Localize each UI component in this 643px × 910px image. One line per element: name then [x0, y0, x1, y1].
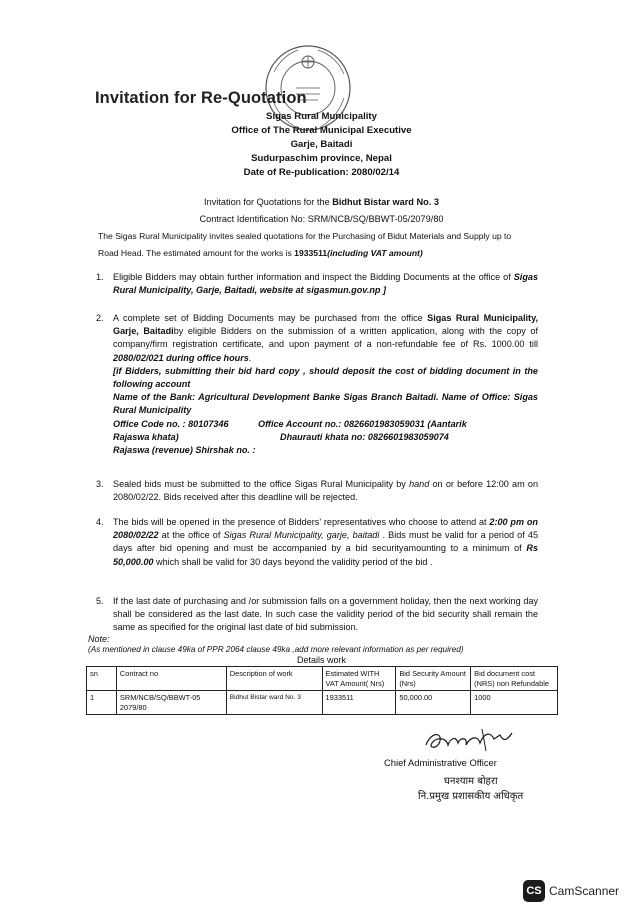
- camscanner-logo-icon: CS: [523, 880, 545, 902]
- table-row: [87, 691, 558, 715]
- item-number: 3.: [96, 479, 104, 489]
- chief-administrative-officer: Chief Administrative Officer: [384, 757, 497, 768]
- office-location: Garje, Baitadi: [290, 139, 353, 150]
- item-2-office-code-row: [113, 418, 538, 431]
- intro-line-1: The Sigas Rural Municipality invites sealed quotations for the Purchasing of Bidut Materials and Supply up to: [98, 231, 512, 241]
- item-2-rajaswa-row: [113, 431, 538, 444]
- list-item-4: [96, 516, 538, 569]
- item-4-opening-time: 2:00 pm on 2080/02/22: [113, 517, 538, 541]
- item-4-text-c: . Bids must be valid for a period of 45 days after bid opening and must be accompanied by a bid securityamounting to a minimum of: [113, 530, 538, 554]
- column-header: Description of work: [226, 667, 322, 691]
- item-text: [113, 271, 538, 297]
- item-4-text-b: at the office of: [158, 530, 224, 541]
- note-text: (As mentioned in clause 49ka of PPR 2064 clause 49ka ,add more relevant information as per required): [88, 645, 464, 654]
- office-name: Office of The Rural Municipal Executive: [231, 125, 412, 136]
- page-title: Invitation for Re-Quotation: [95, 89, 307, 107]
- table-cell: 1933511: [322, 691, 396, 715]
- table-cell: 1000: [471, 691, 558, 715]
- invitation-prefix: Invitation for Quotations for the: [204, 197, 333, 207]
- column-header: sn: [87, 667, 117, 691]
- handwritten-signature: [420, 725, 520, 757]
- column-header: Contract no: [116, 667, 226, 691]
- item-2-deadline: 2080/02/021 during office hours: [113, 352, 249, 363]
- nepali-title: नि.प्रमुख प्रशासकीय अधिकृत: [418, 791, 524, 802]
- invitation-line: [0, 194, 643, 211]
- table-cell: SRM/NCB/SQ/BBWT-05 2079/80: [116, 691, 226, 715]
- item-4-text-d: which shall be valid for 30 days beyond the validity period of the bid .: [153, 556, 433, 567]
- note-label: Note:: [88, 634, 110, 644]
- column-header: Estimated WITH VAT Amount( Nrs): [322, 667, 396, 691]
- details-caption: Details work: [296, 655, 346, 665]
- list-item-5: [96, 595, 538, 635]
- rajaswa-khata: Rajaswa khata): [113, 431, 179, 442]
- item-2-text-a: A complete set of Bidding Documents may be purchased from the office: [113, 313, 428, 323]
- item-1-text: Eligible Bidders may obtain further information and inspect the Bidding Documents at the office of: [113, 272, 514, 282]
- contract-identification: Contract Identification No: SRM/NCB/SQ/BBWT-05/2079/80: [199, 214, 444, 224]
- rajaswa-shirshak: Rajaswa (revenue) Shirshak no. :: [113, 445, 256, 456]
- item-2-office-name: Sigas Rural Municipality, Garje, Baitadi: [113, 313, 538, 337]
- item-text: [113, 516, 538, 569]
- item-text: [113, 478, 538, 504]
- intro-text: Road Head. The estimated amount for the works is: [98, 248, 295, 258]
- item-4-security-amount: Rs 50,000.00: [113, 543, 538, 567]
- item-3-text-a: Sealed bids must be submitted to the office Sigas Rural Municipality by: [113, 479, 410, 489]
- list-item-1: [96, 271, 538, 297]
- column-header: Bid Security Amount (Nrs): [396, 667, 471, 691]
- office-account: Office Account no.: 0826601983059031 (Aantarik: [258, 418, 467, 429]
- column-header: Bid document cost (NRS) non Refundable: [471, 667, 558, 691]
- item-number: 1.: [96, 272, 104, 282]
- table-cell: Bidhut Bistar ward No. 3: [226, 691, 322, 715]
- item-3-hand: hand: [409, 479, 430, 489]
- details-table: [86, 666, 558, 715]
- item-4-text-a: The bids will be opened in the presence of Bidders' representatives who choose to attend at: [113, 517, 490, 527]
- list-item-3: [96, 478, 538, 504]
- table-header-row: [87, 667, 558, 691]
- item-2-bracket-note: [if Bidders, submitting their bid hard copy , should deposit the cost of bidding document in the following account: [113, 365, 538, 390]
- table-cell: 1: [87, 691, 117, 715]
- table-cell: 50,000.00: [396, 691, 471, 715]
- province: Sudurpaschim province, Nepal: [251, 153, 392, 164]
- item-2-period: .: [248, 352, 252, 363]
- item-1-office-website: Sigas Rural Municipality, Garje, Baitadi, website at sigasmun.gov.np ]: [113, 272, 538, 296]
- camscanner-watermark: [523, 880, 619, 902]
- municipality-name: Sigas Rural Municipality: [266, 111, 377, 122]
- office-code: Office Code no. : 80107346: [113, 418, 229, 429]
- signatory-stamp: [418, 774, 523, 804]
- list-item-2: [96, 312, 538, 457]
- invitation-work-name: Bidhut Bistar ward No. 3: [332, 197, 439, 207]
- item-text: [113, 312, 538, 365]
- dhaurauti-khata: Dhaurauti khata no: 0826601983059074: [280, 431, 449, 442]
- vat-note: (including VAT amount): [327, 248, 423, 258]
- item-3-text-b: on or before 12:00 am on 2080/02/22. Bids received after this deadline will be rejected.: [113, 479, 538, 503]
- item-2-bank-details: Name of the Bank: Agricultural Development Banke Sigas Branch Baitadi. Name of Office: Sigas Rural Municipality: [113, 392, 538, 416]
- intro-line-2: [98, 245, 532, 262]
- item-number: 4.: [96, 517, 104, 527]
- item-4-office: Sigas Rural Municipality, garje, baitadi: [223, 530, 380, 541]
- item-text: If the last date of purchasing and /or submission falls on a government holiday, then the next working day shall be considered as the last date. In such case the validity period of the bid security shall remain the same as specified for the original last date of bid submission.: [113, 596, 538, 633]
- item-number: 2.: [96, 313, 104, 323]
- camscanner-text: CamScanner: [549, 884, 620, 898]
- republication-date: Date of Re-publication: 2080/02/14: [243, 167, 400, 178]
- item-2-text-b: by eligible Bidders on the submission of a written application, along with the copy of company/firm registration certificate, and upon payment of a non-refundable fee of Rs. 1000.00 till: [113, 326, 538, 350]
- nepali-name: घनश्याम बोहरा: [444, 776, 498, 787]
- estimated-amount: 1933511: [294, 248, 328, 258]
- item-number: 5.: [96, 596, 104, 606]
